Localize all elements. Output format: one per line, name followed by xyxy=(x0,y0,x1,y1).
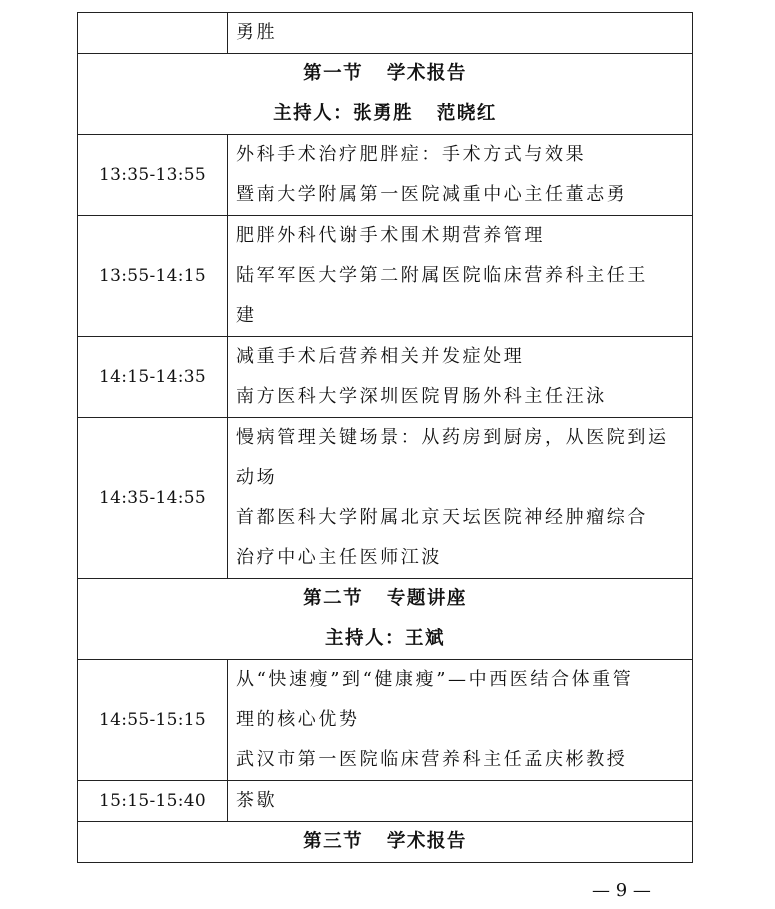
speaker-line: 治疗中心主任医师江波 xyxy=(236,547,442,568)
section-row xyxy=(78,822,693,863)
break-line: 茶歇 xyxy=(236,790,278,811)
content-cell xyxy=(228,216,693,337)
section-row xyxy=(78,54,693,135)
table-row xyxy=(78,337,693,418)
section-row xyxy=(78,579,693,660)
speaker-line: 暨南大学附属第一医院减重中心主任董志勇 xyxy=(236,184,628,205)
topic-line: 外科手术治疗肥胖症：手术方式与效果 xyxy=(236,144,587,165)
time-cell: 13:35-13:55 xyxy=(78,135,228,216)
content-cell xyxy=(228,781,693,822)
time-cell: 13:55-14:15 xyxy=(78,216,228,337)
section-host: 主持人：张勇胜 范晓红 xyxy=(273,103,497,124)
topic-line: 动场 xyxy=(236,467,278,488)
speaker-line: 首都医科大学附属北京天坛医院神经肿瘤综合 xyxy=(236,507,648,528)
table-row xyxy=(78,13,693,54)
speaker-line: 武汉市第一医院临床营养科主任孟庆彬教授 xyxy=(236,749,628,770)
table-row xyxy=(78,216,693,337)
speaker-line: 南方医科大学深圳医院胃肠外科主任汪泳 xyxy=(236,386,607,407)
section-header xyxy=(78,579,693,660)
topic-line: 减重手术后营养相关并发症处理 xyxy=(236,346,525,367)
topic-line: 肥胖外科代谢手术围术期营养管理 xyxy=(236,225,545,246)
time-cell xyxy=(78,13,228,54)
topic-line: 从“快速瘦”到“健康瘦”—中西医结合体重管 xyxy=(236,669,634,690)
speaker-line: 勇胜 xyxy=(236,22,278,43)
topic-line: 理的核心优势 xyxy=(236,709,360,730)
section-host: 主持人：王斌 xyxy=(324,628,445,649)
section-title: 第二节 专题讲座 xyxy=(303,588,467,609)
time-cell: 14:55-15:15 xyxy=(78,660,228,781)
table-row xyxy=(78,418,693,579)
section-header xyxy=(78,54,693,135)
table-row xyxy=(78,781,693,822)
section-header xyxy=(78,822,693,863)
content-cell xyxy=(228,660,693,781)
table-row xyxy=(78,135,693,216)
content-cell xyxy=(228,135,693,216)
time-cell: 15:15-15:40 xyxy=(78,781,228,822)
time-cell: 14:35-14:55 xyxy=(78,418,228,579)
content-cell xyxy=(228,13,693,54)
page-number: — 9 — xyxy=(592,880,651,901)
section-title: 第三节 学术报告 xyxy=(303,831,467,852)
schedule-table xyxy=(77,12,693,863)
time-cell: 14:15-14:35 xyxy=(78,337,228,418)
topic-line: 慢病管理关键场景：从药房到厨房，从医院到运 xyxy=(236,427,669,448)
section-title: 第一节 学术报告 xyxy=(303,63,467,84)
table-row xyxy=(78,660,693,781)
speaker-line: 陆军军医大学第二附属医院临床营养科主任王 xyxy=(236,265,648,286)
speaker-line: 建 xyxy=(236,305,257,326)
content-cell xyxy=(228,418,693,579)
content-cell xyxy=(228,337,693,418)
